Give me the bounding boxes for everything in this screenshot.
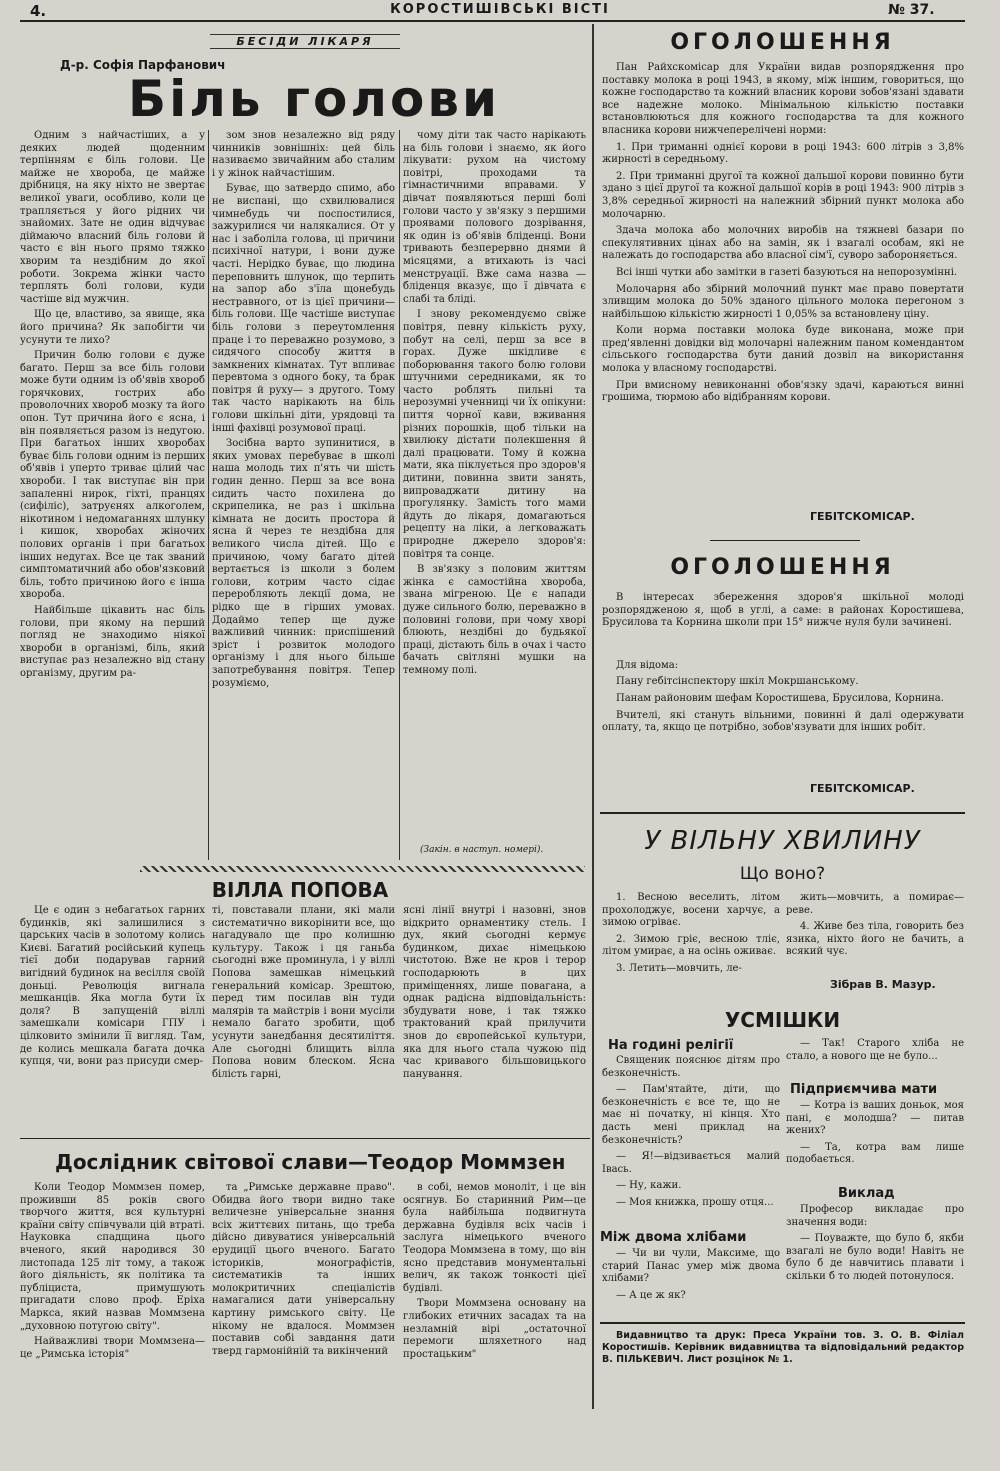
announcement-paragraph: 1. При триманні однієї корови в році 1943: 600 літрів з 3,8% жирності в середньому. xyxy=(602,141,964,166)
column-divider xyxy=(208,130,209,860)
villa-col-2: ті, повставали плани, які мали систематично викорінити все, що нагадувало ще про колишню культуру. Також і ця ганьба сьогодні вже проминула, і у віллі Попова замешкав німецький генеральний комісар. Зрештою, перед тим посилав він туди малярів та майстрів і вони мусіли немало багато зробити, щоб усунути занедбання десятиліття. Але сьогодні блищить вілла Попова новим блеском. Ясна білість гарні, xyxy=(212,905,395,1080)
riddle: 4. Живе без тіла, говорить без язика, ніхто його не бачить, а всякий чує. xyxy=(786,921,964,958)
mommsen-paragraph: Твори Моммзена основану на глибоких етичних засадах та на незламній вірі „остаточної перемоги шляхетного над простацьким" xyxy=(403,1298,586,1360)
riddles-col-2 xyxy=(786,892,964,972)
for-info-label: Для відома: xyxy=(616,659,679,671)
mommsen-col-3 xyxy=(403,1182,586,1407)
main-divider xyxy=(592,24,594,1409)
announcement-2-title: ОГОЛОШЕННЯ xyxy=(670,555,895,580)
mommsen-paragraph: Найважливі твори Моммзена—це „Римська історія" xyxy=(20,1336,205,1360)
announcement-2-signature: ГЕБІТСКОМІСАР. xyxy=(810,782,915,795)
riddle: 1. Весною веселить, літом прохолоджує, восени харчує, а зимою огріває. xyxy=(602,892,780,929)
announcement-rule xyxy=(710,540,860,541)
leisure-subtitle: Що воно? xyxy=(739,864,826,884)
joke-line: — А це ж як? xyxy=(616,1289,686,1301)
health-paragraph: І знову рекомендуємо свіже повітря, певну кількість руху, побут на селі, перш за все в горах. Дуже шкідливе є поборювання такого болю голови штучними середниками, як то часто роблять пильні та нерозумні ученниці чи їх опікуни: пиття чорної кави, вживання різних порошків, щоб тільки на хвилюку дістати полекшення й далі працювати. Тому й кожна мати, яка піклується про здоров'я дитини, повинна звити занять, випроваджати дитину на прогулянку. Замість того мами йдуть до лікаря, домагаються рецепту на ліки, а легковажать природне джерело здоров'я: повітря та сонце. xyxy=(403,309,586,560)
announcement-1-title: ОГОЛОШЕННЯ xyxy=(670,30,895,55)
health-col-1 xyxy=(20,130,205,870)
health-paragraph: Одним з найчастіших, а у деяких людей щоденним терпінням є біль голови. Це майже не хвороба, це майже дрібниця, на яку ніхто не звертає великої уваги, особливо, коли це трапляється у його рідних чи знайомих. Зате не один відчуває діймаючо власний біль голови й часто є він нього прямо тяжко хворим та нездібним до якої роботи. Зокрема жінки часто терплять болі голови, куди частіше від мужчин. xyxy=(20,130,205,305)
recipient: Пану гебітсінспектору шкіл Мокршанському. xyxy=(616,676,859,688)
riddle: 2. Зимою гріє, весною тліє, літом умирає, а на осінь оживає. xyxy=(602,933,780,958)
mommsen-paragraph: в собі, немов моноліт, і це він осягнув. Бо старинний Рим—це була найбільша подвигнута державна будівля всіх часів і заслуга німецького вченого Теодора Моммзена в тому, що він ясно представив монументальні велич, як також тонкості цієї будівлі. xyxy=(403,1182,586,1294)
joke-line: — Поуважте, що було б, якби взагалі не було води! Навіть не було б де навчитись плавати і скільки б то людей потонулося. xyxy=(786,1233,964,1282)
health-paragraph: чому діти так часто нарікають на біль голови і знаємо, як його лікувати: рухом на чистому повітрі, проходами та гімнастичними вправами. У дівчат появляються перші болі голови часто у зв'язку з першими проявами полового дозрівання, як один із об'явів бліденці. Вони тривають безперервно днями й місяцями, а втихають із часі менструації. Вже сама назва — бліденця вказує, що ї дівчата є слабі та бліді. xyxy=(403,130,586,305)
riddle: жить—мовчить, а помирає—реве. xyxy=(786,892,964,916)
continued-note: (Закін. в наступ. номері). xyxy=(420,845,544,855)
joke-line: — Ну, кажи. xyxy=(616,1180,682,1192)
joke-2-title: Між двома хлібами xyxy=(600,1230,747,1245)
masthead-rule xyxy=(20,20,965,22)
health-paragraph: Причин болю голови є дуже багато. Перш за все біль голови може бути одним із об'явів хвороб горячкових, гострих або проволочних хвороб мозку та його опон. Тут причина його є ясна, і він появляється разом із недугою. При багатьох інших хворобах буває біль голови одним із перших об'явів і уперто триває цілий час хвороби. І так виступає він при запаленні нирок, гіхті, пранцях (сифіліс), затруєнях алкоголем, нікотином і недомаганнях шлунку і кишок, хворобах жіночих полових органів і при багатьох інших недугах. Все це так званий симптоматичний або обов'язковий біль, тобто причиною його є інша хвороба. xyxy=(20,350,205,601)
announcement-paragraph: Всі інші чутки або замітки в газеті базуються на непорозумінні. xyxy=(616,266,958,278)
announcement-paragraph: Вчителі, які стануть вільними, повинні й далі одержувати оплату, та, якщо це потрібно, зобов'язувати для інших робіт. xyxy=(602,709,964,734)
smiles-title: УСМІШКИ xyxy=(724,1008,841,1032)
imprint: Видавництво та друк: Преса України тов. З. О. В. Філіал Коростишів. Керівник видавництва та відповідальний редактор В. ПІЛЬКЕВИЧ. Лист розцінок № 1. xyxy=(602,1330,964,1365)
imprint-rule xyxy=(600,1322,965,1324)
announcement-paragraph: Пан Райхскомісар для України видав розпорядження про поставку молока в році 1943, в якому, між іншим, говориться, що кожне господарство та кожний власник корови зобов'язані здавати все надежне молоко. Мінімальною кількістю поставки встановлюються для кожного господарства та для кожного власника корови нижчеперелічені норми: xyxy=(602,62,964,136)
joke-line: — Так! Старого хліба не стало, а нового ще не було... xyxy=(786,1038,964,1062)
joke-1-body xyxy=(602,1055,780,1225)
joke-line: — Чи ви чули, Максиме, що старий Панас умер між двома хлібами? xyxy=(602,1248,780,1285)
newspaper-title: КОРОСТИШІВСЬКІ ВІСТІ xyxy=(390,2,610,17)
health-paragraph: Найбільше цікавить нас біль голови, при якому на перший погляд не знаходимо ніякої хвороби в організмі, біль, який виступає раз незалежно від стану організму, другим ра- xyxy=(20,604,205,679)
joke-3-body xyxy=(786,1100,964,1180)
joke-line: — Пам'ятайте, діти, що безконечність є все те, що не має ні початку, ні кінця. Хто дасть мені приклад на безконечність? xyxy=(602,1084,780,1146)
joke-4-title: Виклад xyxy=(838,1186,895,1201)
joke-2-body xyxy=(602,1248,780,1318)
announcement-rule xyxy=(600,812,965,814)
villa-col-1: Це є один з небагатьох гарних будинків, які залишилися з царських часів в золотому колись Києві. Багатий російський купець тієї доби подарував гарний вигідний будинок на весілля своїй доньці. Революція вигнала мешканців. Яка могла бути їх доля? В запущеній віллі замешкали комісари ГПУ і цілковито змінили її вигляд. Там, де колись мешкала багата дочка купця, чи, вони раз присуди смер- xyxy=(20,905,205,1068)
issue-number: № 37. xyxy=(888,2,935,18)
villa-col-3: ясні лінії внутрі і назовні, знов відкрито орнаментику стель. І дух, який сьогодні кермує будинком, дихає німецькою чистотою. Вже не кров і терор господарюють в цих приміщеннях, лише повагана, а однак радісна відповідальність: збудувати нове, і так тяжко трактований край прилучити знов до європейської культури, яка для нього стала чужою під час кривавого більшовицького панування. xyxy=(403,905,586,1080)
mommsen-col-2 xyxy=(212,1182,395,1407)
health-rubric: БЕСІДИ ЛІКАРЯ xyxy=(210,34,400,49)
joke-line: — Котра із ваших доньок, моя пані, є молодша? — питав жених? xyxy=(786,1100,964,1137)
column-divider xyxy=(399,130,400,860)
section-divider xyxy=(140,866,585,872)
leisure-title: У ВІЛЬНУ ХВИЛИНУ xyxy=(644,826,921,856)
riddles-col-1 xyxy=(602,892,780,1002)
joke-4-body xyxy=(786,1204,964,1319)
mommsen-paragraph: Коли Теодор Моммзен помер, проживши 85 років свого творчого життя, вся культурні країни світу співчували цій втраті. Науковка спадщина цього вченого, який народився 30 листопада 125 літ тому, а також його діяльність, як політика та публіциста, примушують пригадати слово проф. Еріха Маркса, який назвав Моммзена „духовною потугою світу". xyxy=(20,1182,205,1332)
joke-line: Священик пояснює дітям про безконечність. xyxy=(602,1055,780,1079)
announcement-paragraph: В інтересах збереження здоров'я шкільної молоді розпорядженою я, щоб в углі, а саме: в районах Коростишева, Брусилова та Корнина школи при 15° нижче нуля були зачинені. xyxy=(602,592,964,629)
page-number: 4. xyxy=(30,2,47,20)
section-rule xyxy=(20,1138,590,1139)
announcement-paragraph: Молочарня або збірний молочний пункт має право повертати зливщим молока до 50% зданого цільного молока перегоном з найбільшою кількістю жирності 1 0,05% за встановлену ціну. xyxy=(602,283,964,320)
mommsen-col-1 xyxy=(20,1182,205,1407)
joke-line: — Та, котра вам лише подобається. xyxy=(786,1141,964,1166)
joke-2-ending xyxy=(786,1038,964,1078)
health-author: Д-р. Софія Парфанович xyxy=(60,58,226,72)
health-paragraph: зом знов незалежно від ряду чинників зовнішніх: цей біль називаємо звичайним або сталим і у жінок найчастішим. xyxy=(212,130,395,179)
announcement-paragraph: 2. При триманні другої та кожної дальшої корови повинно бути здано з цієї другої та кожної дальшої корів в році 1943: 900 літрів з 3,8% середньої жирності на належний збірний пункт молока або молочарню. xyxy=(602,170,964,220)
riddle: 3. Летить—мовчить, ле- xyxy=(616,962,742,974)
recipient: Панам районовим шефам Коростишева, Брусилова, Корнина. xyxy=(616,692,944,704)
joke-1-title: На годині релігії xyxy=(608,1038,734,1053)
health-title: Біль голови xyxy=(128,70,501,128)
health-paragraph: Що це, властиво, за явище, яка його причина? Як запобігти чи усунути те лихо? xyxy=(20,309,205,346)
joke-3-title: Підприємчива мати xyxy=(790,1082,938,1097)
mommsen-paragraph: та „Римське державне право". Обидва його твори видно таке величезне універсальне знання всіх життєвих питань, що треба дійсно дивуватися універсальній ерудиції цього вченого. Багато істориків, монографістів, систематиків та інших молокритичних спеціалістів намагалися дати універсальну картину римського світу. Це нікому не вдалося. Моммзен поставив собі завдання дати тверд гармонійній та викінчений xyxy=(212,1182,395,1357)
health-paragraph: Буває, що затвердо спимо, або не виспані, що схвилювалися чимнебудь чи поспостилися, зажурилися чи налякалися. От у нас і заболіла голова, ці причини психічної натури, і вони дуже часті. Нерідко буває, що людина переповнить шлунок, що терпить на запор або з'їла щонебудь нестравного, от із цієї причини—біль голови. Ще частіше виступає біль голови з переутомлення праце і то переважно розумово, з сидячого способу життя в замкнених кімнатах. Тут впливає перевтома з одного боку, та брак повітря й руху— з другого. Тому так часто нарікають на біль голови шкільні діти, урядовці та інші фахівці розумової праці. xyxy=(212,183,395,434)
villa-title: ВІЛЛА ПОПОВА xyxy=(211,878,389,902)
announcement-1-body xyxy=(602,62,964,502)
announcement-paragraph: Коли норма поставки молока буде виконана, може при пред'явленні довідки від молочарні належним паном комендантом сільського господарства бути даний дозвіл на використання молока у власному господарстві. xyxy=(602,325,964,375)
health-col-2 xyxy=(212,130,395,870)
mommsen-title: Дослідник світової слави—Теодор Моммзен xyxy=(55,1150,566,1174)
joke-line: — Я!—відзивається малий Івась. xyxy=(602,1151,780,1175)
health-col-3 xyxy=(403,130,586,845)
announcement-1-signature: ГЕБІТСКОМІСАР. xyxy=(810,510,915,523)
riddles-compiler: Зібрав В. Мазур. xyxy=(830,978,936,991)
health-paragraph: Зосібна варто зупинитися, в яких умовах перебуває в школі наша молодь тих п'ять чи шість годин денно. Перш за все вона сидить часто похилена до скрипелика, не раз і шкільна кімната не досить простора й ясна й через те нездібна для великого числа дітей. Що є причиною, чому багато дітей вертається із школи з болем голови, котрим часто сідає переробляють лекції дома, не рідко ще в гірших умовах. Додаймо тепер ще дуже важливий чинник: приспішений зріст і розвиток молодого організму і для нього більше запотребування повітря. Тепер розуміємо, xyxy=(212,438,395,689)
health-paragraph: В зв'язку з половим життям жінка є самостійна хвороба, звана мігреною. Це є напади дуже сильного болю, переважно в половині голови, при чому хворі блюють, нездібні до будьякої праці, дістають біль в очах і часто бачать світляні мушки на темному полі. xyxy=(403,564,586,676)
joke-line: Професор викладає про значення води: xyxy=(786,1204,964,1228)
joke-line: — Моя книжка, прошу отця... xyxy=(616,1196,774,1208)
announcement-2-body xyxy=(602,592,964,782)
announcement-paragraph: Здача молока або молочних виробів на тяжневі базари по спекулятивних цінах або на замін, як і взагалі особам, які не належать до господарства або власної сім'ї, суворо забороняється. xyxy=(602,225,964,262)
announcement-paragraph: При вмисному невиконанні обов'язку здачі, караються винні грошима, тюрмою або відібранням корови. xyxy=(602,379,964,404)
